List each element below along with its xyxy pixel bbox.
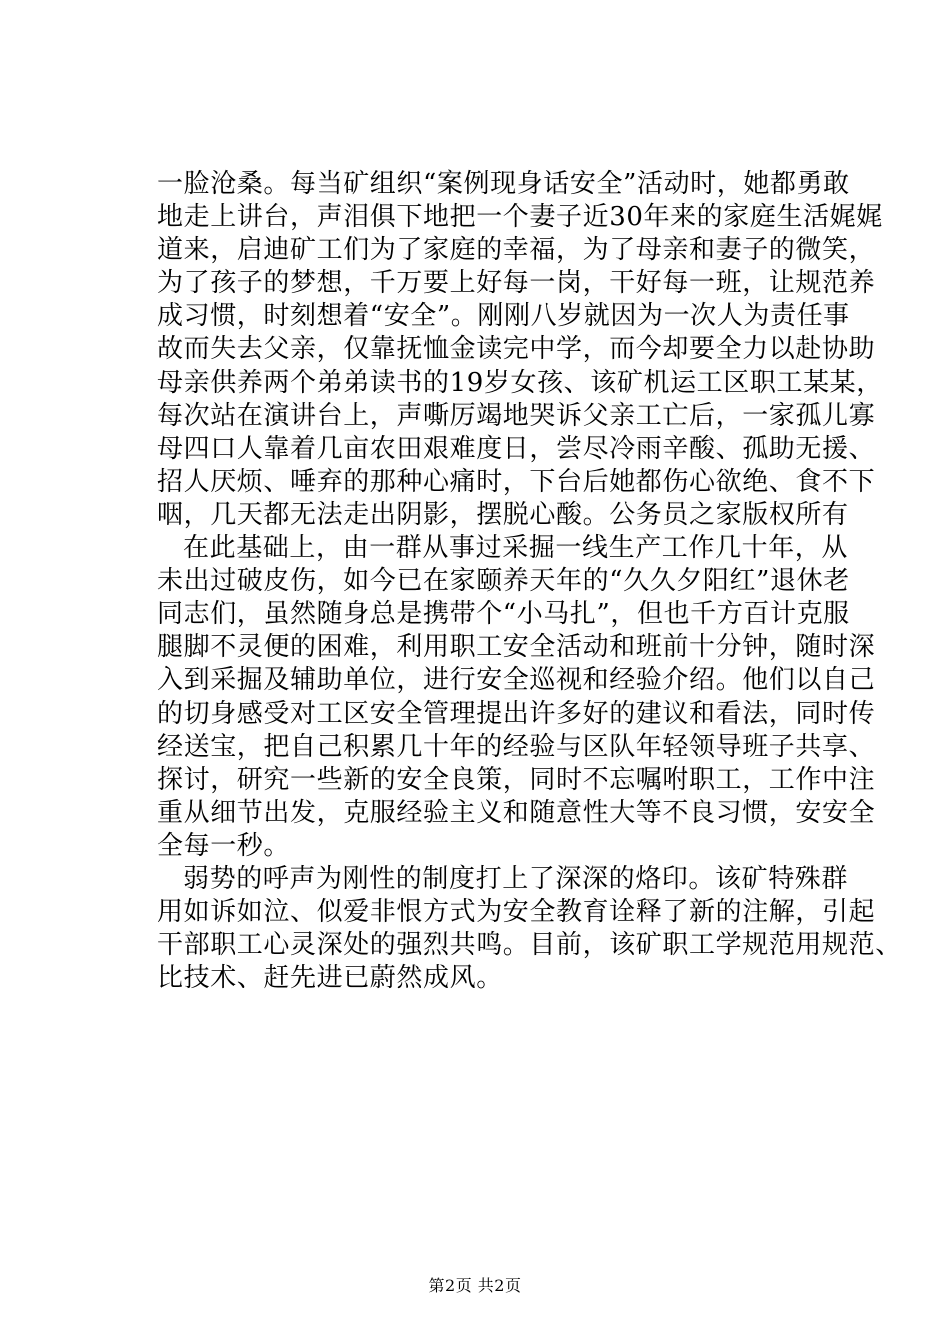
paragraph-3 [157, 863, 902, 995]
text-line: 腿脚不灵便的困难，利用职工安全活动和班前十分钟，随时深 [157, 632, 876, 663]
text-line: 地走上讲台，声泪俱下地把一个妻子近30年来的家庭生活娓娓 [157, 202, 883, 233]
text-line: 为了孩子的梦想，千万要上好每一岗，干好每一班，让规范养 [157, 268, 876, 299]
text-line: 母亲供养两个弟弟读书的19岁女孩、该矿机运工区职工某某， [157, 367, 883, 398]
text-line: 招人厌烦、唾弃的那种心痛时，下台后她都伤心欲绝、食不下 [157, 466, 876, 497]
page-footer: 第2页 共2页 [428, 1276, 522, 1295]
text-line: 重从细节出发，克服经验主义和随意性大等不良习惯，安安全 [157, 797, 876, 828]
text-line: 干部职工心灵深处的强烈共鸣。目前，该矿职工学规范用规范、 [157, 930, 902, 961]
text-line: 母四口人靠着几亩农田艰难度日，尝尽冷雨辛酸、孤助无援、 [157, 433, 876, 464]
text-line: 用如诉如泣、似爱非恨方式为安全教育诠释了新的注解，引起 [157, 897, 876, 928]
text-line: 全每一秒。 [157, 830, 291, 861]
text-line-first-indented: 弱势的呼声为刚性的制度打上了深深的烙印。该矿特殊群 [183, 863, 849, 894]
text-line: 每次站在演讲台上，声嘶厉竭地哭诉父亲工亡后，一家孤儿寡 [157, 400, 876, 431]
text-line: 成习惯，时刻想着“安全”。刚刚八岁就因为一次人为责任事 [157, 301, 850, 332]
paragraph-2 [157, 532, 876, 863]
paragraph-1 [157, 168, 883, 532]
text-line-first-indented: 在此基础上，由一群从事过采掘一线生产工作几十年，从 [183, 533, 849, 564]
text-line: 探讨，研究一些新的安全良策，同时不忘嘱咐职工，工作中注 [157, 764, 876, 795]
text-line: 咽，几天都无法走出阴影，摆脱心酸。公务员之家版权所有 [157, 499, 849, 530]
text-line: 道来，启迪矿工们为了家庭的幸福，为了母亲和妻子的微笑， [157, 235, 876, 266]
text-line: 比技术、赶先进已蔚然成风。 [157, 963, 503, 994]
text-line: 的切身感受对工区安全管理提出许多好的建议和看法，同时传 [157, 698, 876, 729]
text-line: 入到采掘及辅助单位，进行安全巡视和经验介绍。他们以自己 [157, 665, 876, 696]
text-line: 一脸沧桑。每当矿组织“案例现身话安全”活动时，她都勇敢 [157, 169, 850, 199]
text-line: 同志们，虽然随身总是携带个“小马扎”，但也千方百计克服 [157, 599, 850, 630]
document-body [157, 168, 902, 995]
text-line: 经送宝，把自己积累几十年的经验与区队年轻领导班子共享、 [157, 731, 876, 762]
text-line: 故而失去父亲，仅靠抚恤金读完中学，而今却要全力以赴协助 [157, 334, 876, 365]
text-line: 未出过破皮伤，如今已在家颐养天年的“久久夕阳红”退休老 [157, 566, 850, 597]
